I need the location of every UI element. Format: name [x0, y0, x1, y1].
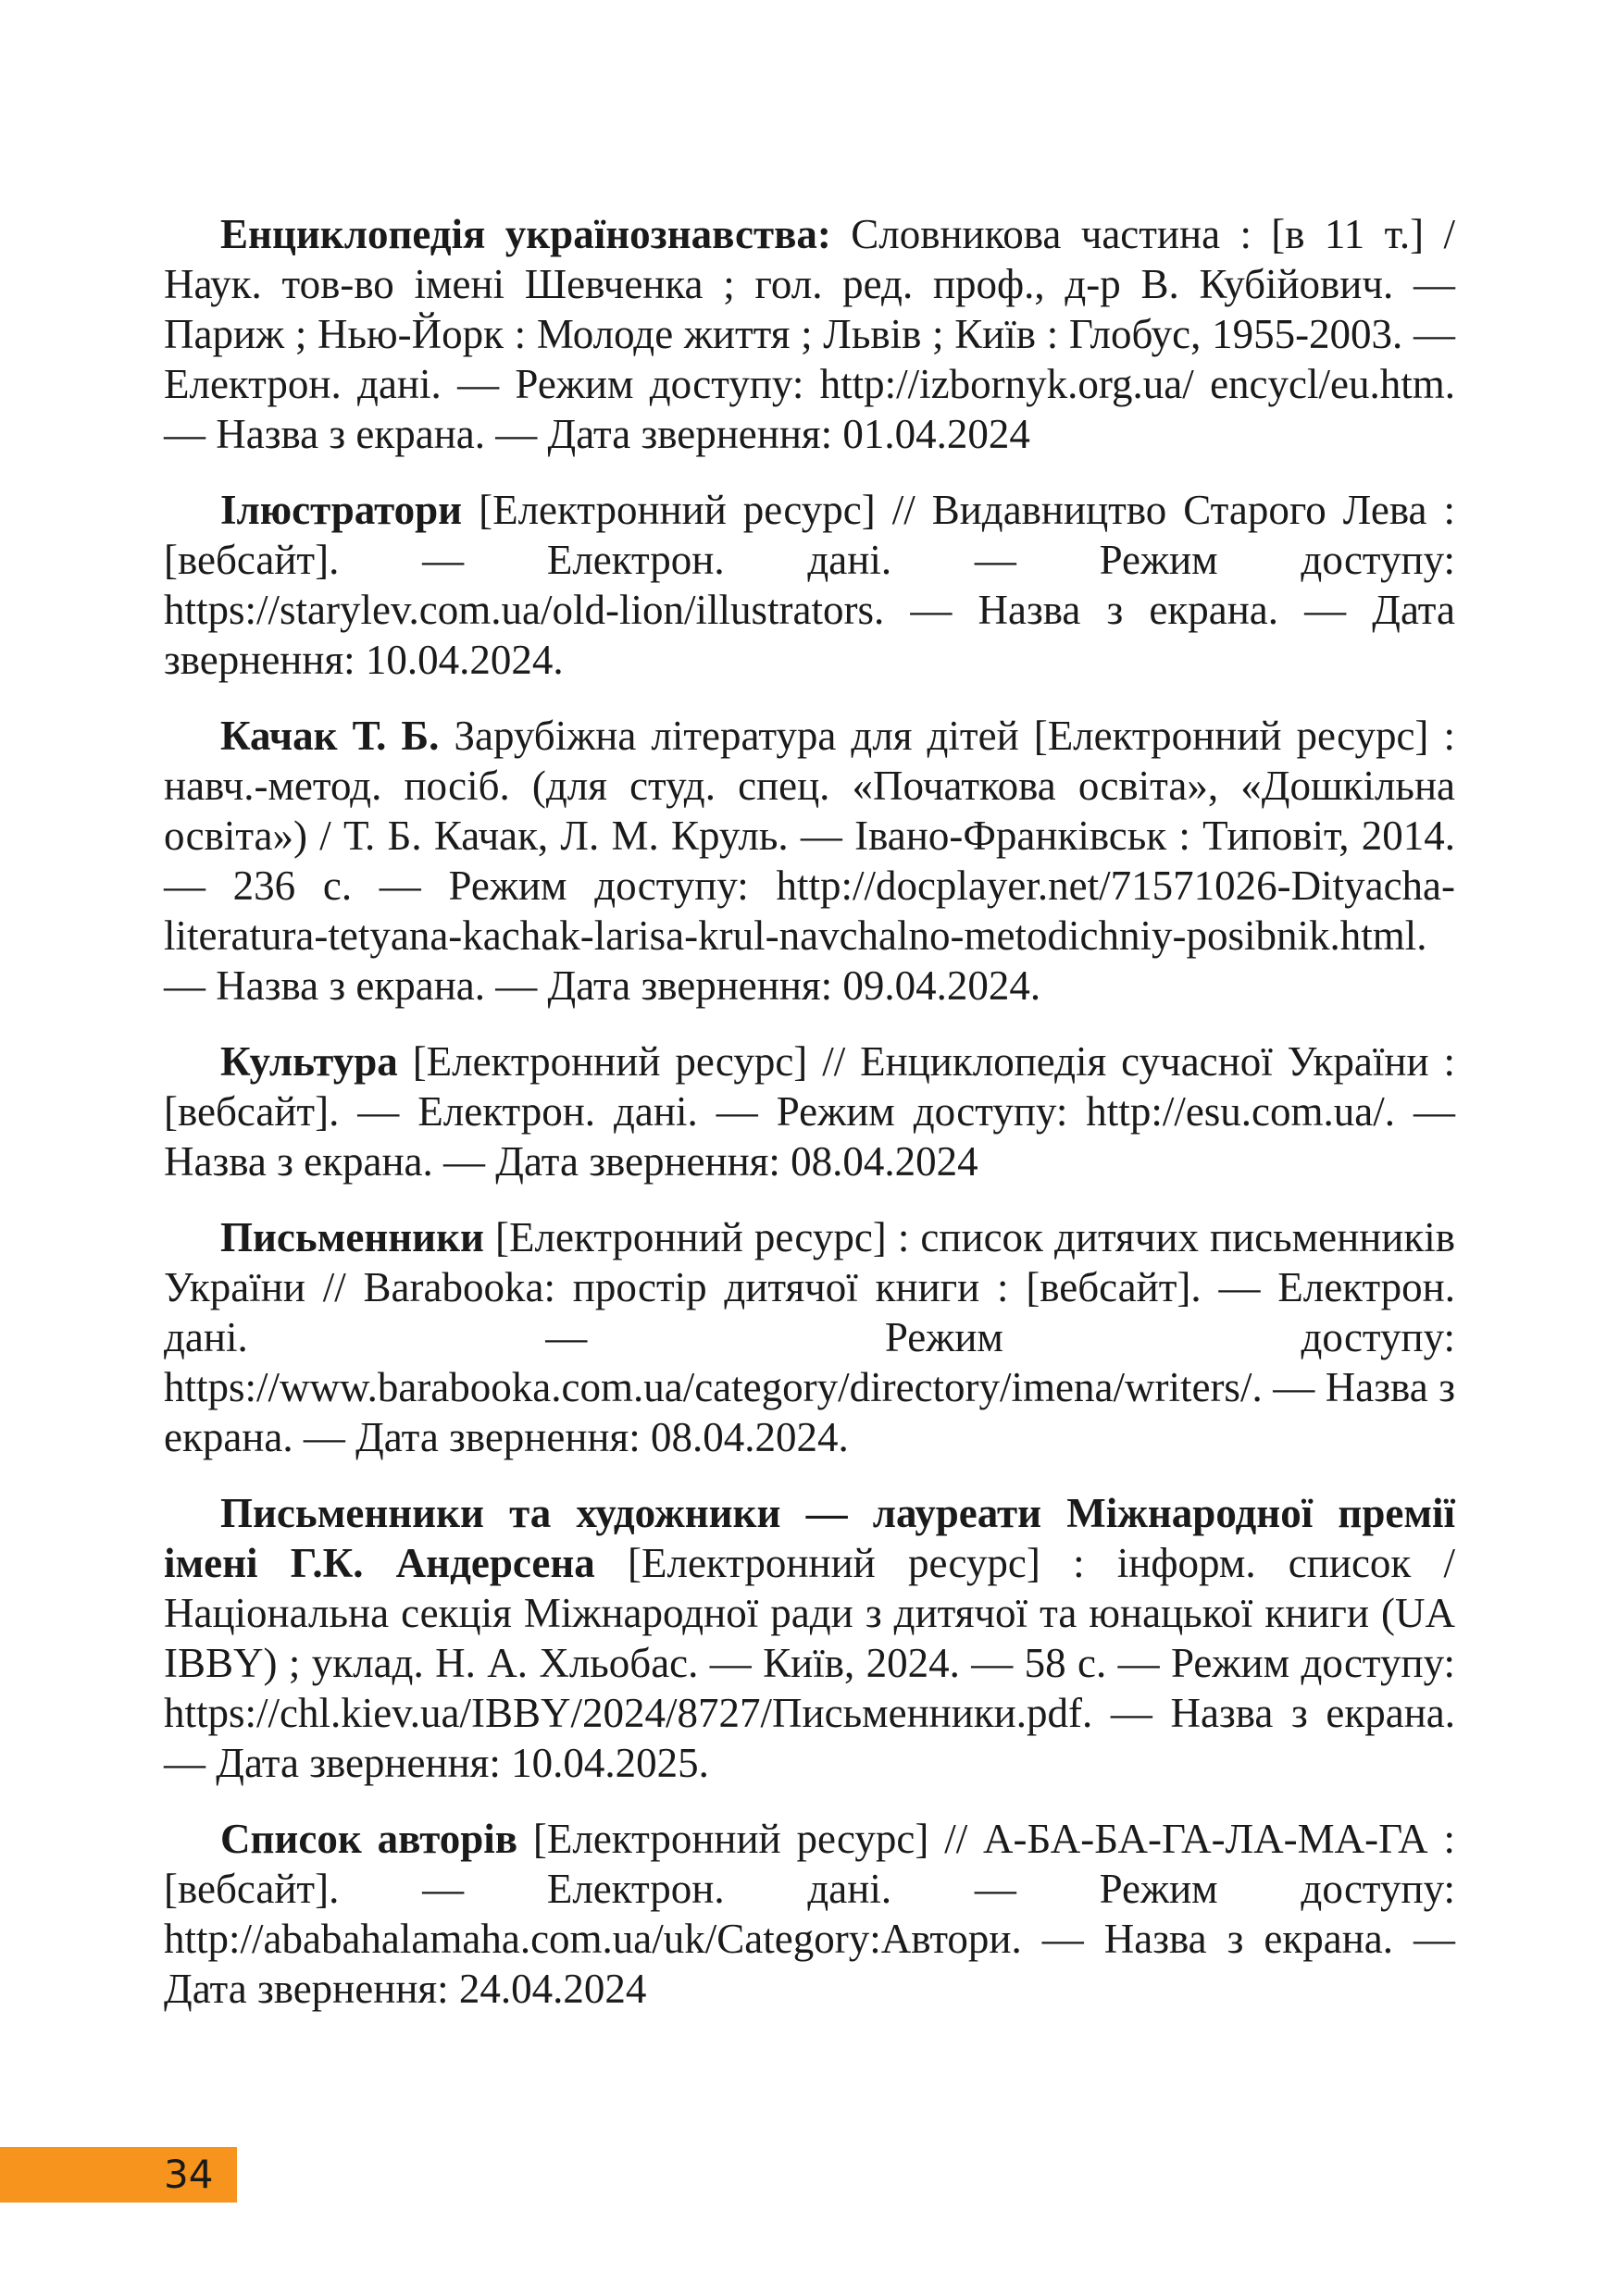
entry-title: Письменники та художники — лауреати Міжнародної премії імені Г.К. Андерсена	[164, 1490, 1455, 1586]
entry-title: Письменники	[220, 1214, 484, 1260]
entry-text: [Електронний ресурс] // А-БА-БА-ГА-ЛА-МА-ГА : [вебсайт]. — Електрон. дані. — Режим доступу: http://ababahalamaha.com.ua/uk/Category:Автори. — Назва з екрана. — Дата звернення: 24.04.2024	[164, 1816, 1456, 2012]
entry-title: Ілюстратори	[220, 487, 463, 533]
entry-text: Словникова частина : [в 11 т.] / Наук. тов-во імені Шевченка ; гол. ред. проф., д-р В. Кубійович. — Париж ; Нью-Йорк : Молоде життя ; Львів ; Київ : Глобус, 1955-2003. — Електрон. дані. — Режим доступу: http://izbornyk.org.ua/ encycl/eu.htm. — Назва з екрана. — Дата звернення: 01.04.2024	[164, 211, 1455, 457]
bibliography-entry	[164, 1814, 1455, 2014]
bibliography-entry	[164, 1488, 1455, 1788]
entry-text: [Електронний ресурс] : список дитячих письменників України // Barabooka: простір дитячої книги : [вебсайт]. — Електрон. дані. — Режим доступу: https://www.barabooka.com.ua/category/directory/imena/writers/. — Назва з екрана. — Дата звернення: 08.04.2024.	[164, 1214, 1455, 1460]
entry-title: Список авторів	[220, 1816, 518, 1862]
entry-title: Енциклопедія українознавства:	[220, 211, 831, 257]
bibliography-entry	[164, 1212, 1455, 1462]
entry-text: Зарубіжна література для дітей [Електронний ресурс] : навч.-метод. посіб. (для студ. спец. «Початкова освіта», «Дошкільна освіта») / Т. Б. Качак, Л. М. Круль. — Івано-Франківськ : Типовіт, 2014. — 236 с. — Режим доступу: http://docplayer.net/71571026-Dityacha-literatura-tetyana-kachak-larisa-krul-navchalno-metodichniy-posibnik.html. — Назва з екрана. — Дата звернення: 09.04.2024.	[164, 713, 1455, 1009]
entry-title: Качак Т. Б.	[220, 713, 440, 759]
bibliography-entry	[164, 711, 1455, 1011]
entry-title: Культура	[220, 1038, 398, 1085]
entry-text: [Електронний ресурс] // Енциклопедія сучасної України : [вебсайт]. — Електрон. дані. — Режим доступу: http://esu.com.ua/. — Назва з екрана. — Дата звернення: 08.04.2024	[164, 1038, 1455, 1185]
bibliography-entry	[164, 209, 1455, 459]
entry-text: [Електронний ресурс] : інформ. список / Національна секція Міжнародної ради з дитячої та юнацької книги (UA IBBY) ; уклад. Н. А. Хльобас. — Київ, 2024. — 58 с. — Режим доступу: https://chl.kiev.ua/IBBY/2024/8727/Письменники.pdf. — Назва з екрана. — Дата звернення: 10.04.2025.	[164, 1540, 1455, 1786]
bibliography-entry	[164, 485, 1455, 685]
page-number: 34	[164, 2152, 214, 2197]
entry-text: [Електронний ресурс] // Видавництво Старого Лева : [вебсайт]. — Електрон. дані. — Режим доступу: https://starylev.com.ua/old-lion/illustrators. — Назва з екрана. — Дата звернення: 10.04.2024.	[164, 487, 1455, 683]
bibliography-entry	[164, 1036, 1455, 1186]
bibliography-list	[164, 209, 1455, 2040]
